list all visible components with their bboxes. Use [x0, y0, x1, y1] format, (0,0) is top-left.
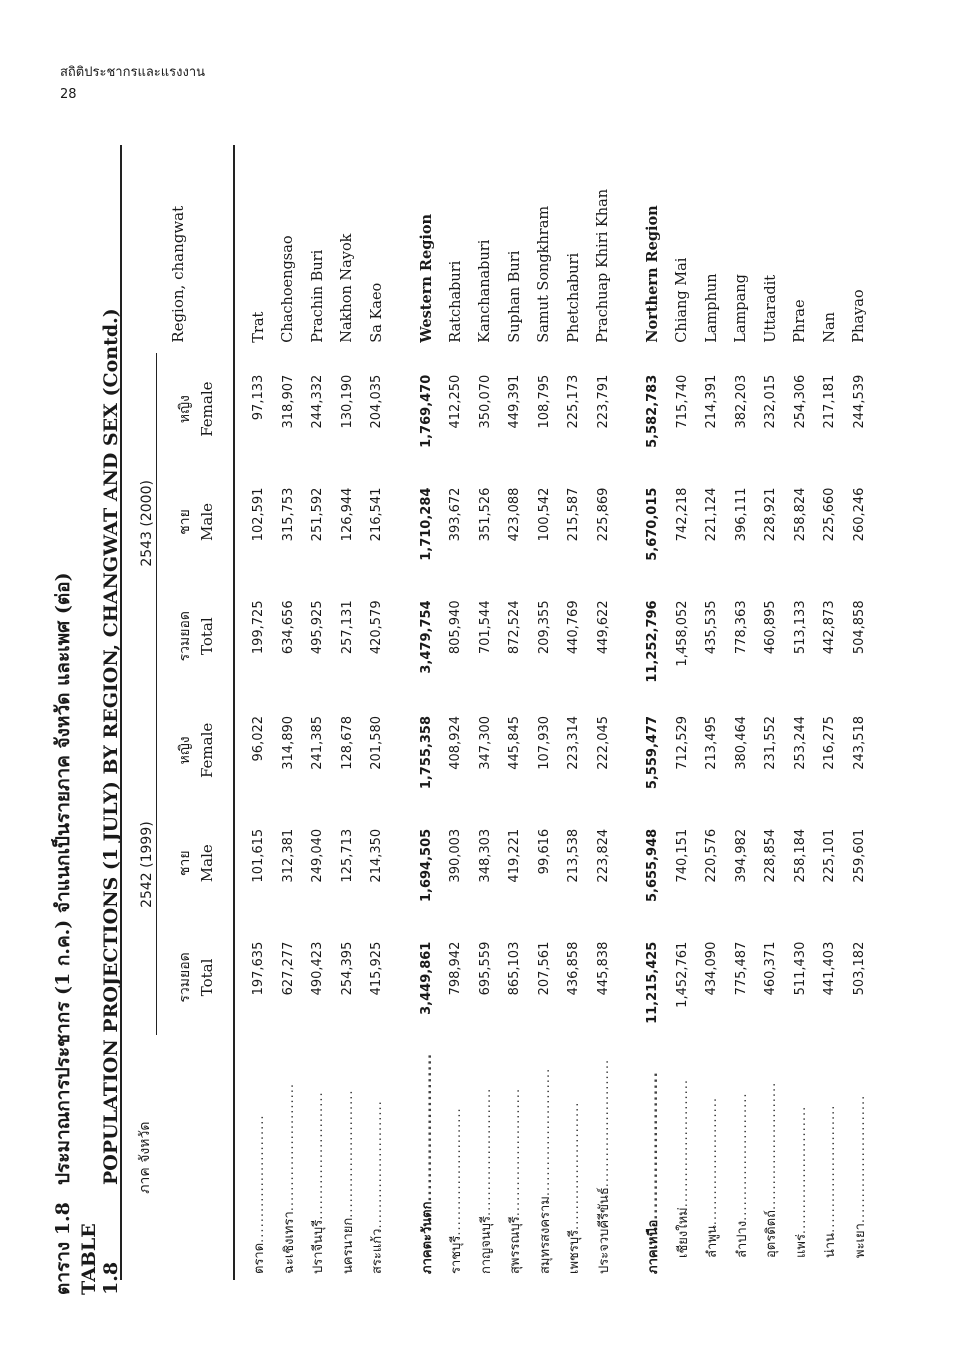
male-1999: 258,184: [792, 828, 808, 883]
table-row: [441, 145, 471, 1280]
male-1999: 214,350: [369, 828, 385, 883]
total-2000: 1,458,052: [674, 600, 690, 667]
male-1999: 223,824: [595, 828, 611, 883]
changwat-thai-label: ตราด: [252, 1242, 268, 1274]
total-1999: 511,430: [792, 941, 808, 996]
running-head: [60, 62, 205, 106]
female-1999: 445,845: [507, 715, 523, 770]
total-1999: 445,838: [595, 941, 611, 996]
total-1999: 695,559: [477, 941, 493, 996]
total-2000: 805,940: [448, 600, 464, 655]
changwat-thai-label: นครนายก: [340, 1217, 356, 1274]
changwat-english: Nakhon Nayok: [339, 233, 356, 343]
female-1999: 712,529: [674, 715, 690, 770]
changwat-thai: [333, 1035, 363, 1280]
leader-dots: .........................: [370, 1100, 386, 1229]
male-1999: 1,694,505: [418, 828, 434, 903]
female-2000: 449,391: [507, 374, 523, 429]
total-1999: 441,403: [822, 941, 838, 996]
changwat-english: Uttaradit: [762, 274, 779, 343]
leader-dots: .........................: [449, 1107, 465, 1236]
table-title-english-text: POPULATION PROJECTIONS (1 JULY) BY REGION, CHANGWAT AND SEX (Contd.): [100, 308, 122, 1185]
table-row: [845, 145, 875, 1280]
total-2000: 778,363: [733, 600, 749, 655]
total-2000: 435,535: [704, 600, 720, 655]
header-male-thai-2000: ชาย: [177, 509, 193, 535]
total-1999: 3,449,861: [418, 941, 434, 1015]
changwat-thai-label: สุพรรณบุรี: [508, 1216, 524, 1274]
table-row: [559, 145, 589, 1280]
male-1999: 249,040: [310, 828, 326, 883]
female-2000: 5,582,783: [645, 374, 661, 448]
total-2000: 513,133: [792, 600, 808, 655]
female-2000: 244,539: [851, 374, 867, 429]
changwat-english: Nan: [821, 312, 838, 343]
leader-dots: .........................: [852, 1094, 868, 1224]
page-number: 28: [60, 87, 77, 102]
rotated-table-page: [48, 135, 878, 1295]
changwat-english: Samut Songkhram: [536, 205, 553, 343]
female-2000: 223,791: [595, 374, 611, 429]
changwat-thai: [589, 1035, 619, 1280]
row-spacer: [392, 145, 412, 1280]
leader-dots: .........................: [646, 1071, 662, 1220]
male-1999: 220,576: [704, 828, 720, 883]
male-1999: 348,303: [477, 828, 493, 883]
female-1999: 241,385: [310, 715, 326, 770]
female-1999: 5,559,477: [645, 715, 661, 790]
changwat-english: Ratchaburi: [447, 260, 464, 343]
changwat-english: Trat: [250, 311, 267, 343]
female-1999: 223,314: [566, 715, 582, 770]
changwat-thai: [756, 1035, 786, 1280]
female-2000: 214,391: [704, 374, 720, 429]
changwat-thai: [441, 1035, 471, 1280]
male-2000: 396,111: [733, 487, 749, 542]
total-2000: 440,769: [566, 600, 582, 655]
total-1999: 1,452,761: [674, 941, 690, 1008]
table-row: [274, 145, 304, 1280]
table-row: [333, 145, 363, 1280]
changwat-english: Suphan Buri: [506, 250, 523, 343]
male-2000: 251,592: [310, 487, 326, 542]
female-1999: 222,045: [595, 715, 611, 770]
male-2000: 228,921: [763, 487, 779, 542]
changwat-thai-label: แพร่: [793, 1234, 809, 1258]
changwat-thai-label: ปราจีนบุรี: [311, 1219, 327, 1274]
table-row: [668, 145, 698, 1280]
leader-dots: .........................: [705, 1096, 721, 1226]
changwat-english: Prachin Buri: [309, 249, 326, 343]
changwat-thai-label: น่าน: [823, 1232, 839, 1258]
female-2000: 97,133: [251, 374, 267, 421]
female-1999: 314,890: [280, 715, 296, 770]
table-body: [234, 145, 874, 1280]
female-2000: 715,740: [674, 374, 690, 429]
table-label-thai: ตาราง 1.8: [52, 1202, 74, 1295]
changwat-english: Lampang: [733, 274, 750, 343]
leader-dots: .........................: [419, 1053, 435, 1202]
male-2000: 221,124: [704, 487, 720, 542]
total-2000: 257,131: [339, 600, 355, 655]
changwat-english: Western Region: [417, 213, 435, 343]
male-1999: 101,615: [251, 828, 267, 883]
leader-dots: .........................: [340, 1089, 356, 1218]
changwat-thai: [815, 1035, 845, 1280]
publication-title: สถิติประชากรและแรงงาน: [60, 65, 206, 80]
leader-dots: .........................: [793, 1105, 809, 1235]
changwat-thai: [638, 1035, 668, 1280]
male-2000: 315,753: [280, 487, 296, 542]
changwat-thai: [500, 1035, 530, 1280]
total-1999: 415,925: [369, 941, 385, 996]
table-row: [303, 145, 333, 1280]
table-row: [362, 145, 392, 1280]
table-row: [756, 145, 786, 1280]
male-2000: 423,088: [507, 487, 523, 542]
table-title-thai-text: ประมาณการประชากร (1 ก.ค.) จำแนกเป็นรายภาค จังหวัด และเพศ (ต่อ): [52, 572, 74, 1185]
leader-dots: .........................: [675, 1078, 691, 1208]
total-2000: 701,544: [477, 600, 493, 655]
header-year-1999: 2542 (1999): [121, 694, 157, 1035]
leader-dots: .........................: [537, 1067, 553, 1197]
female-1999: 213,495: [704, 715, 720, 770]
changwat-thai: [362, 1035, 392, 1280]
female-2000: 108,795: [536, 374, 552, 429]
changwat-thai: [786, 1035, 816, 1280]
female-1999: 96,022: [251, 715, 267, 762]
total-2000: 460,895: [763, 600, 779, 655]
male-1999: 99,616: [536, 828, 552, 875]
total-2000: 420,579: [369, 600, 385, 655]
male-1999: 390,003: [448, 828, 464, 883]
female-2000: 412,250: [448, 374, 464, 429]
changwat-thai-label: ลำพูน: [705, 1225, 721, 1258]
male-1999: 213,538: [566, 828, 582, 883]
changwat-thai-label: อุตรดิตถ์: [764, 1210, 780, 1258]
male-2000: 351,526: [477, 487, 493, 542]
table-row: [234, 145, 274, 1280]
header-male-english-1999: Male: [198, 844, 216, 883]
table-row: [786, 145, 816, 1280]
table-row: [697, 145, 727, 1280]
female-2000: 350,070: [477, 374, 493, 429]
header-region-english: Region, changwat: [168, 205, 187, 343]
female-1999: 231,552: [763, 715, 779, 770]
total-2000: 442,873: [822, 600, 838, 655]
leader-dots: .........................: [252, 1114, 268, 1243]
leader-dots: .........................: [823, 1104, 839, 1233]
male-1999: 5,655,948: [645, 828, 661, 903]
female-2000: 318,907: [280, 374, 296, 429]
changwat-thai-label: ฉะเชิงเทรา: [281, 1211, 297, 1274]
changwat-thai-label: ภาคเหนือ: [646, 1219, 662, 1274]
changwat-english: Northern Region: [644, 205, 662, 343]
changwat-english: Phrae: [792, 299, 809, 343]
leader-dots: .........................: [596, 1058, 612, 1188]
header-female-thai-1999: หญิง: [177, 736, 193, 765]
changwat-thai: [727, 1035, 757, 1280]
table-header: [121, 145, 234, 1280]
changwat-thai-label: ลำปาง: [734, 1220, 750, 1258]
leader-dots: .........................: [478, 1087, 494, 1216]
male-1999: 225,101: [822, 828, 838, 883]
table-title-thai: [48, 572, 78, 1295]
male-1999: 394,982: [733, 828, 749, 883]
male-2000: 100,542: [536, 487, 552, 542]
total-1999: 490,423: [310, 941, 326, 996]
total-2000: 495,925: [310, 600, 326, 655]
changwat-english: Phetchaburi: [565, 252, 582, 343]
header-total-english-1999: Total: [198, 958, 216, 997]
female-2000: 382,203: [733, 374, 749, 429]
total-1999: 197,635: [251, 941, 267, 996]
header-total-thai-2000: รวมยอด: [177, 611, 193, 662]
female-1999: 243,518: [851, 715, 867, 770]
male-1999: 125,713: [339, 828, 355, 883]
changwat-english: Lamphun: [703, 273, 720, 343]
header-female-thai-2000: หญิง: [177, 395, 193, 424]
total-1999: 207,561: [536, 941, 552, 996]
female-2000: 204,035: [369, 374, 385, 429]
changwat-thai-label: สระแก้ว: [370, 1228, 386, 1274]
changwat-english: Kanchanaburi: [477, 239, 494, 343]
table-row: [500, 145, 530, 1280]
male-2000: 258,824: [792, 487, 808, 542]
changwat-thai: [234, 1035, 274, 1280]
female-1999: 107,930: [536, 715, 552, 770]
male-2000: 225,869: [595, 487, 611, 542]
male-1999: 259,601: [851, 828, 867, 883]
changwat-english: Sa Kaeo: [368, 282, 385, 343]
total-2000: 11,252,796: [645, 600, 661, 683]
female-2000: 217,181: [822, 374, 838, 429]
total-2000: 209,355: [536, 600, 552, 655]
header-total-thai-1999: รวมยอด: [177, 952, 193, 1003]
changwat-thai-label: เพชรบุรี: [567, 1229, 583, 1274]
female-1999: 201,580: [369, 715, 385, 770]
male-2000: 216,541: [369, 487, 385, 542]
leader-dots: .........................: [508, 1087, 524, 1217]
changwat-thai-label: เชียงใหม่: [675, 1207, 691, 1258]
female-2000: 232,015: [763, 374, 779, 429]
changwat-thai: [412, 1035, 442, 1280]
header-blank: [197, 1035, 234, 1280]
changwat-thai-label: กาญจนบุรี: [478, 1216, 494, 1274]
total-2000: 504,858: [851, 600, 867, 655]
female-1999: 216,275: [822, 715, 838, 770]
changwat-thai-label: ภาคตะวันตก: [419, 1201, 435, 1274]
header-male-thai-1999: ชาย: [177, 850, 193, 877]
header-total-english-2000: Total: [198, 617, 216, 656]
changwat-english: Chiang Mai: [674, 257, 691, 343]
table-row: [727, 145, 757, 1280]
female-1999: 347,300: [477, 715, 493, 770]
region-total-row: [412, 145, 442, 1280]
total-1999: 865,103: [507, 941, 523, 996]
changwat-thai: [530, 1035, 560, 1280]
changwat-english: Chachoengsao: [280, 235, 297, 343]
male-2000: 126,944: [339, 487, 355, 542]
female-2000: 1,769,470: [418, 374, 434, 448]
changwat-thai: [274, 1035, 304, 1280]
total-2000: 199,725: [251, 600, 267, 655]
changwat-thai-label: ประจวบคีรีขันธ์: [596, 1187, 612, 1274]
header-female-english-2000: Female: [198, 381, 216, 437]
female-1999: 128,678: [339, 715, 355, 770]
female-1999: 1,755,358: [418, 715, 434, 790]
leader-dots: .........................: [734, 1092, 750, 1221]
changwat-thai: [668, 1035, 698, 1280]
male-2000: 102,591: [251, 487, 267, 542]
male-2000: 393,672: [448, 487, 464, 542]
total-1999: 11,215,425: [645, 941, 661, 1024]
total-1999: 798,942: [448, 941, 464, 996]
leader-dots: .........................: [281, 1082, 297, 1212]
total-2000: 634,656: [280, 600, 296, 655]
table-row: [530, 145, 560, 1280]
male-1999: 419,221: [507, 828, 523, 883]
male-2000: 5,670,015: [645, 487, 661, 561]
header-region-thai: ภาค จังหวัด: [137, 1121, 153, 1194]
changwat-thai: [471, 1035, 501, 1280]
female-2000: 244,332: [310, 374, 326, 429]
table-label-english: TABLE 1.8: [78, 1223, 122, 1295]
changwat-english: Prachuap Khiri Khan: [595, 188, 612, 343]
female-1999: 408,924: [448, 715, 464, 770]
table-row: [815, 145, 845, 1280]
total-1999: 436,858: [566, 941, 582, 996]
total-1999: 460,371: [763, 941, 779, 996]
total-1999: 775,487: [733, 941, 749, 996]
leader-dots: .........................: [311, 1091, 327, 1220]
male-2000: 225,660: [822, 487, 838, 542]
population-table: [120, 145, 874, 1280]
total-2000: 3,479,754: [418, 600, 434, 674]
male-2000: 215,587: [566, 487, 582, 542]
header-female-english-1999: Female: [198, 722, 216, 779]
changwat-thai: [303, 1035, 333, 1280]
changwat-thai-label: สมุทรสงคราม: [537, 1196, 553, 1274]
male-1999: 740,151: [674, 828, 690, 883]
male-2000: 1,710,284: [418, 487, 434, 561]
female-2000: 225,173: [566, 374, 582, 429]
female-1999: 253,244: [792, 715, 808, 770]
total-2000: 449,622: [595, 600, 611, 655]
male-2000: 742,218: [674, 487, 690, 542]
header-male-english-2000: Male: [198, 503, 216, 541]
header-year-2000: 2543 (2000): [121, 353, 157, 694]
changwat-thai: [845, 1035, 875, 1280]
table-row: [471, 145, 501, 1280]
total-1999: 434,090: [704, 941, 720, 996]
changwat-english: Phayao: [851, 289, 868, 343]
row-spacer: [618, 145, 638, 1280]
female-1999: 380,464: [733, 715, 749, 770]
total-2000: 872,524: [507, 600, 523, 655]
leader-dots: .........................: [764, 1081, 780, 1210]
changwat-thai-label: ราชบุรี: [449, 1235, 465, 1274]
female-2000: 254,306: [792, 374, 808, 429]
male-1999: 228,854: [763, 828, 779, 883]
total-1999: 627,277: [280, 941, 296, 996]
changwat-thai: [697, 1035, 727, 1280]
changwat-thai: [559, 1035, 589, 1280]
total-1999: 503,182: [851, 941, 867, 996]
table-row: [589, 145, 619, 1280]
region-total-row: [638, 145, 668, 1280]
male-1999: 312,381: [280, 828, 296, 883]
total-1999: 254,395: [339, 941, 355, 996]
male-2000: 260,246: [851, 487, 867, 542]
female-2000: 130,190: [339, 374, 355, 429]
changwat-thai-label: พะเยา: [852, 1223, 868, 1258]
leader-dots: .........................: [567, 1101, 583, 1230]
table-title-english: [78, 308, 122, 1295]
